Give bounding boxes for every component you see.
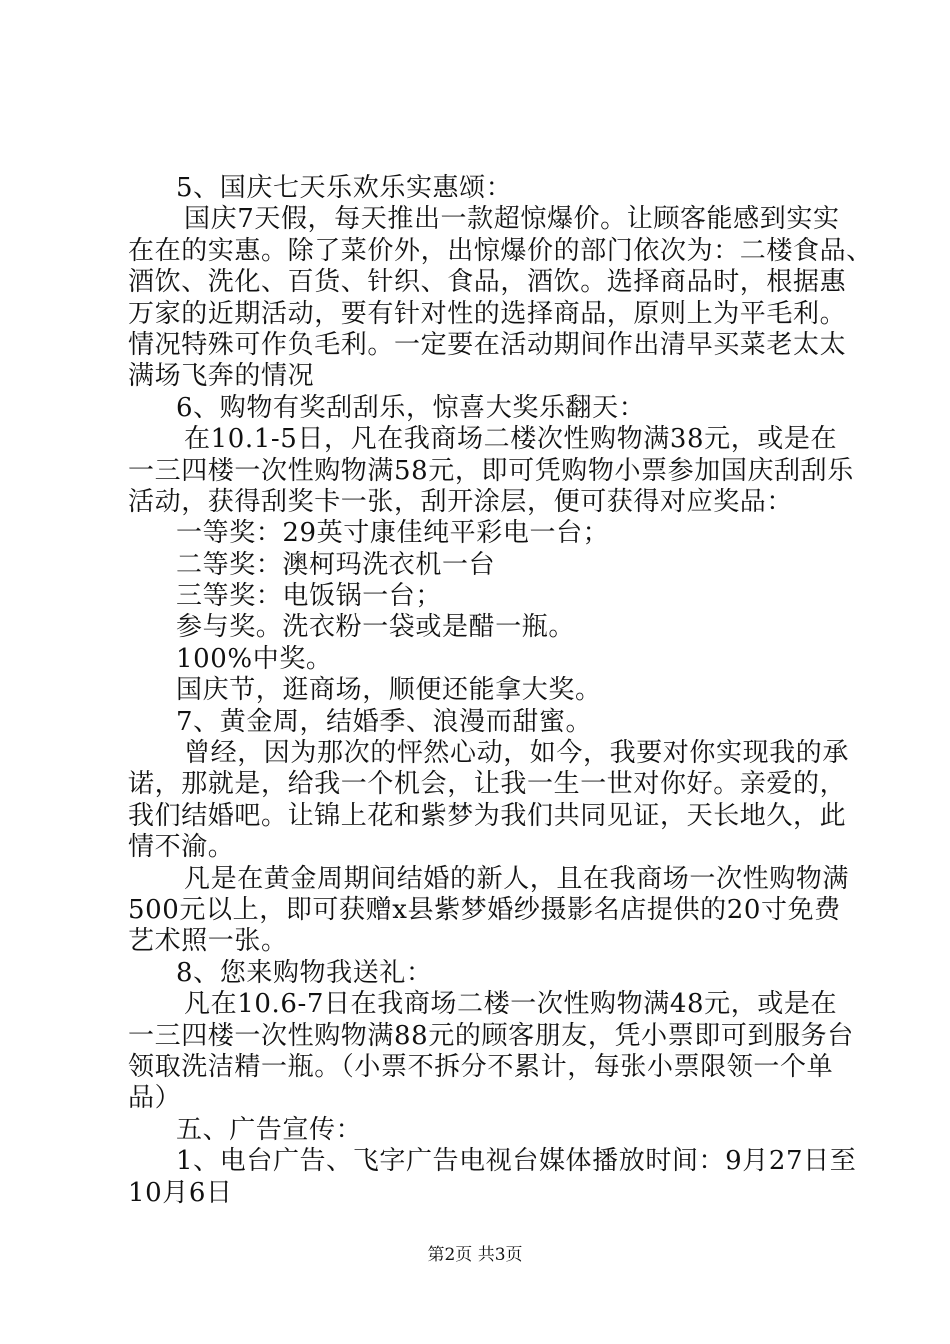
paragraph-line: 凡是在黄金周期间结婚的新人，且在我商场一次性购物满 [184,863,850,894]
paragraph-line: 酒饮、洗化、百货、针织、食品，酒饮。选择商品时，根据惠 [128,267,847,298]
paragraph-line: 100%中奖。 [176,643,333,674]
paragraph-line: 一三四楼一次性购物满88元的顾客朋友，凭小票即可到服务台 [128,1020,854,1051]
paragraph-line: 领取洗洁精一瓶。（小票不拆分不累计，每张小票限领一个单 [128,1051,834,1082]
paragraph-line: 情况特殊可作负毛利。一定要在活动期间作出清早买菜老太太 [128,329,847,360]
page-number: 第2页 共3页 [427,1245,523,1265]
paragraph-line: 曾经，因为那次的怦然心动，如今，我要对你实现我的承 [184,738,850,769]
prize-item: 参与奖。洗衣粉一袋或是醋一瓶。 [176,612,576,643]
paragraph-line: 万家的近期活动，要有针对性的选择商品，原则上为平毛利。 [128,298,847,329]
section-heading: 8、您来购物我送礼： [176,957,433,988]
document-body [128,173,873,1209]
paragraph-line: 凡在10.6-7日在我商场二楼一次性购物满48元，或是在 [184,989,838,1020]
paragraph-line: 1、电台广告、飞字广告电视台媒体播放时间：9月27日至 [176,1146,857,1177]
paragraph-line: 品） [128,1083,182,1114]
paragraph-line: 艺术照一张。 [128,926,288,957]
paragraph-line: 国庆节，逛商场，顺便还能拿大奖。 [176,675,602,706]
prize-item: 三等奖：电饭锅一台； [176,581,443,612]
paragraph-line: 国庆7天假，每天推出一款超惊爆价。让顾客能感到实实 [184,204,840,235]
paragraph-line: 一三四楼一次性购物满58元，即可凭购物小票参加国庆刮刮乐 [128,455,854,486]
paragraph-line: 活动，获得刮奖卡一张，刮开涂层，便可获得对应奖品： [128,486,794,517]
paragraph-line: 在10.1-5日，凡在我商场二楼次性购物满38元，或是在 [184,424,838,455]
paragraph-line: 诺，那就是，给我一个机会，让我一生一世对你好。亲爱的， [128,769,847,800]
section-heading: 7、黄金周，结婚季、浪漫而甜蜜。 [176,706,593,737]
prize-item: 二等奖：澳柯玛洗衣机一台 [176,549,496,580]
paragraph-line: 500元以上，即可获赠x县紫梦婚纱摄影名店提供的20寸免费 [128,894,841,925]
section-heading: 五、广告宣传： [176,1114,363,1145]
paragraph-line: 10月6日 [128,1177,233,1208]
section-heading: 5、国庆七天乐欢乐实惠颂： [176,173,513,203]
paragraph-line: 我们结婚吧。让锦上花和紫梦为我们共同见证，天长地久，此 [128,800,847,831]
prize-item: 一等奖：29英寸康佳纯平彩电一台； [176,518,610,549]
paragraph-line: 在在的实惠。除了菜价外，出惊爆价的部门依次为：二楼食品、 [128,235,873,266]
paragraph-line: 情不渝。 [128,832,235,863]
section-heading: 6、购物有奖刮刮乐，惊喜大奖乐翻天： [176,392,646,423]
paragraph-line: 满场飞奔的情况 [128,361,315,392]
